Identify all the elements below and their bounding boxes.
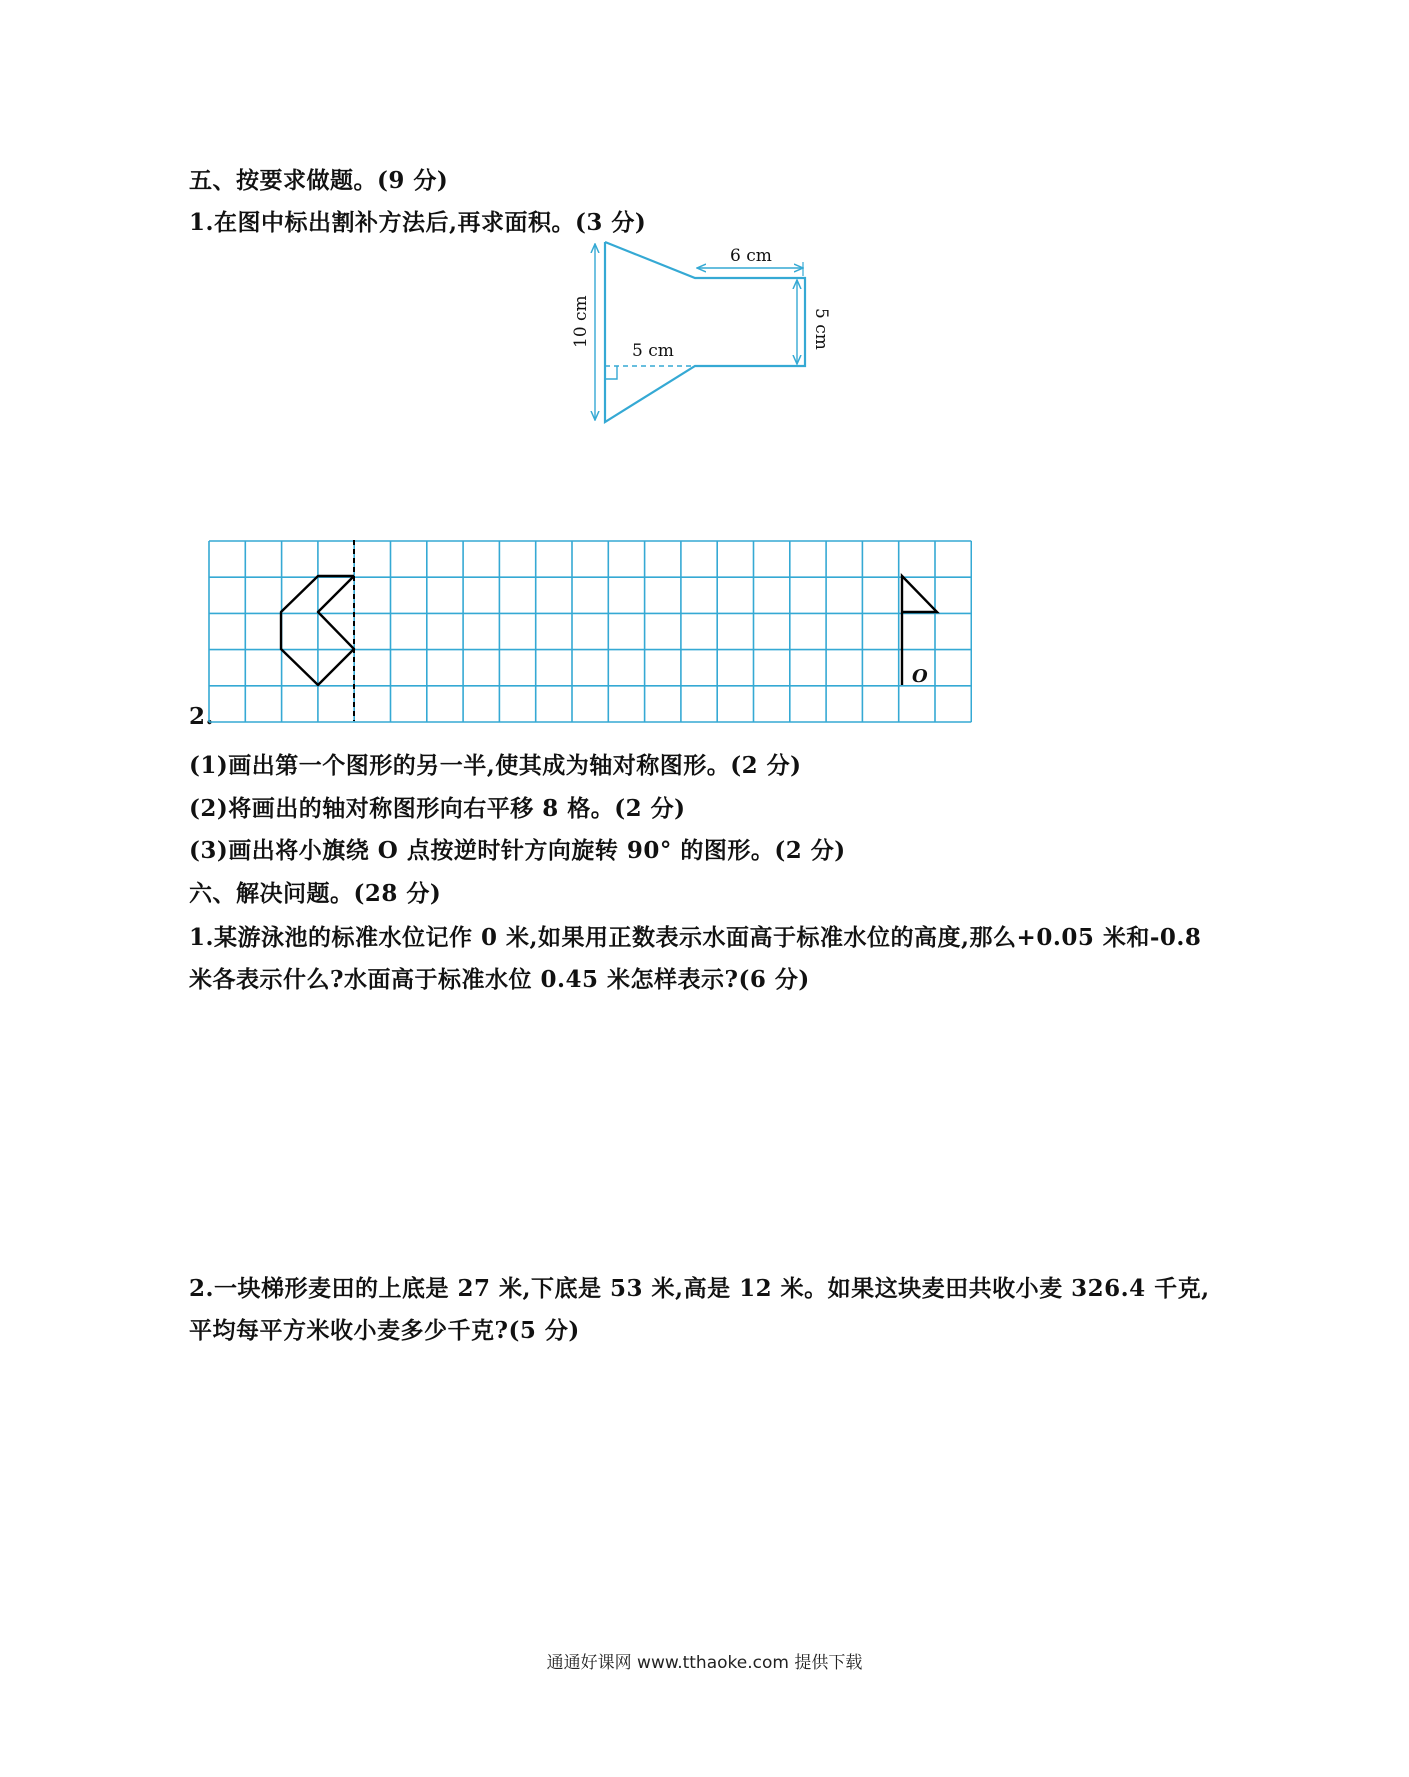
question-5-2-1: (1)画出第一个图形的另一半,使其成为轴对称图形。(2 分) [189, 752, 802, 779]
section-5-title: 五、按要求做题。(9 分) [189, 167, 449, 194]
right-angle-mark [605, 366, 617, 379]
label-top: 6 cm [730, 246, 772, 266]
shape-outline [605, 242, 805, 422]
composite-shape-figure [560, 236, 860, 426]
grid-lines [209, 541, 971, 722]
question-5-2-2: (2)将画出的轴对称图形向右平移 8 格。(2 分) [189, 795, 686, 822]
question-6-1-line1: 1.某游泳池的标准水位记作 0 米,如果用正数表示水面高于标准水位的高度,那么+0.05 米和-0.8 [189, 924, 1202, 951]
question-6-1-line2: 米各表示什么?水面高于标准水位 0.45 米怎样表示?(6 分) [189, 966, 810, 993]
question-6-2-line2: 平均每平方米收小麦多少千克?(5 分) [189, 1317, 580, 1344]
label-middle: 5 cm [632, 341, 674, 361]
question-5-1: 1.在图中标出割补方法后,再求面积。(3 分) [189, 209, 647, 236]
label-left: 10 cm [571, 295, 591, 348]
question-5-2-3: (3)画出将小旗绕 O 点按逆时针方向旋转 90° 的图形。(2 分) [189, 837, 846, 864]
question-6-2-line1: 2.一块梯形麦田的上底是 27 米,下底是 53 米,高是 12 米。如果这块麦田共收小麦 326.4 千克, [189, 1275, 1210, 1302]
question-5-2-label: 2. [189, 703, 215, 730]
footer-text: 通通好课网 www.tthaoke.com 提供下载 [546, 1653, 863, 1673]
section-6-title: 六、解决问题。(28 分) [189, 880, 442, 907]
grid-figure [208, 540, 972, 724]
point-o-label: O [912, 666, 928, 687]
label-right: 5 cm [811, 308, 831, 350]
